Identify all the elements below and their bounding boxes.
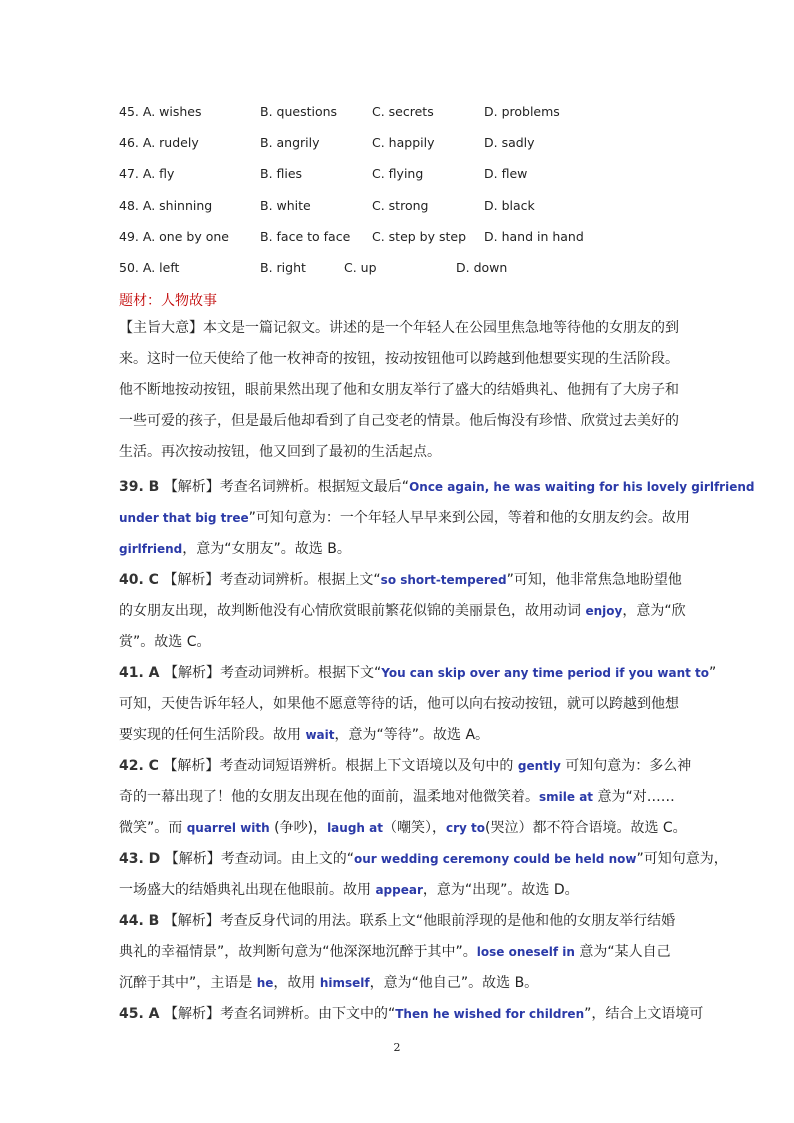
quoted-english: our wedding ceremony could be held now [354, 852, 637, 866]
option-a: A. wishes [142, 104, 202, 119]
question-number: 46. [119, 135, 139, 150]
analysis-text: ”可知，他非常焦急地盼望他 [506, 572, 682, 588]
analysis-text: ，意为“欣 [622, 603, 686, 619]
summary-line: 来。这时一位天使给了他一枚神奇的按钮，按动按钮他可以跨越到他想要实现的生活阶段。 [119, 351, 679, 367]
keyword-english: gently [517, 759, 561, 773]
analysis-text: 奇的一幕出现了！他的女朋友出现在他的面前，温柔地对他微笑着。 [119, 789, 539, 805]
quoted-english: Then he wished for children [395, 1007, 585, 1021]
option-b: B. angrily [260, 135, 320, 150]
analysis-text: 【解析】考查动词辨析。根据下文“ [163, 665, 382, 681]
analysis-text: 典礼的幸福情景”，故判断句意为“他深深地沉醉于其中”。 [119, 944, 477, 960]
keyword-english: he [256, 976, 274, 990]
keyword-english: laugh at [327, 821, 383, 835]
option-c: C. step by step [372, 229, 467, 244]
analysis-text: 的女朋友出现，故判断他没有心情欣赏眼前繁花似锦的美丽景色，故用动词 [119, 603, 586, 619]
analysis-42 [119, 751, 692, 844]
keyword-english: enjoy [585, 604, 623, 618]
question-number: 47. [119, 166, 139, 181]
analysis-text: （嘲笑）， [382, 820, 446, 836]
analysis-text: ”可知句意为：一个年轻人早早来到公园，等着和他的女朋友约会。故用 [248, 510, 690, 526]
option-c: C. flying [372, 166, 424, 181]
keyword-english: quarrel with [186, 821, 270, 835]
analysis-text: 赏”。故选 C。 [119, 634, 211, 650]
option-a: A. left [142, 260, 180, 275]
question-number: 48. [119, 198, 139, 213]
analysis-text: ，意为“女朋友”。故选 B。 [182, 541, 351, 557]
quoted-english: Once again, he was waiting for his lovely girlfriend [409, 480, 755, 494]
analysis-text: 可知句意为：多么神 [560, 758, 692, 774]
option-d: D. problems [484, 104, 560, 119]
option-b: B. white [260, 198, 311, 213]
quoted-english: so short-tempered [380, 573, 507, 587]
keyword-english: cry to [445, 821, 485, 835]
option-a: A. fly [142, 166, 175, 181]
option-b: B. flies [260, 166, 303, 181]
option-d: D. down [456, 260, 508, 275]
analysis-39 [119, 472, 755, 565]
keyword-english: smile at [539, 790, 594, 804]
question-number: 49. [119, 229, 139, 244]
answer-number: 43. D [119, 851, 161, 867]
analysis-text: (哭泣）都不符合语境。故选 C。 [484, 820, 687, 836]
answer-number: 41. A [119, 665, 160, 681]
option-d: D. flew [484, 166, 528, 181]
summary-line: 【主旨大意】本文是一篇记叙文。讲述的是一个年轻人在公园里焦急地等待他的女朋友的到 [119, 320, 679, 336]
answer-number: 45. A [119, 1006, 160, 1022]
analysis-text: ，意为“他自己”。故选 B。 [369, 975, 539, 991]
topic-label: 题材：人物故事 [119, 293, 217, 309]
analysis-43 [119, 844, 728, 906]
analysis-41 [119, 658, 717, 751]
option-c: C. secrets [372, 104, 434, 119]
summary-line: 生活。再次按动按钮，他又回到了最初的生活起点。 [119, 444, 441, 460]
option-b: B. face to face [260, 229, 351, 244]
analysis-text: ”可知句意为， [636, 851, 728, 867]
option-c: C. strong [372, 198, 429, 213]
summary-paragraph [119, 313, 679, 468]
summary-line: 一些可爱的孩子，但是最后他却看到了自己变老的情景。他后悔没有珍惜、欣赏过去美好的 [119, 413, 679, 429]
quoted-english: under that big tree [119, 511, 249, 525]
analysis-text: 可知，天使告诉年轻人，如果他不愿意等待的话，他可以向右按动按钮，就可以跨越到他想 [119, 696, 679, 712]
keyword-english: himself [319, 976, 370, 990]
option-a: A. shinning [142, 198, 213, 213]
analysis-text: 要实现的任何生活阶段。故用 [119, 727, 306, 743]
analysis-text: ”，结合上文语境可 [584, 1006, 704, 1022]
option-b: B. right [260, 260, 306, 275]
analysis-text: 沉醉于其中”，主语是 [119, 975, 257, 991]
analysis-text: ” [709, 665, 717, 681]
analysis-text: 【解析】考查动词辨析。根据上文“ [163, 572, 381, 588]
option-c: C. happily [372, 135, 435, 150]
page-number: 2 [393, 1041, 401, 1054]
option-b: B. questions [260, 104, 338, 119]
analysis-45 [119, 999, 704, 1030]
analysis-text: 【解析】考查动词。由上文的“ [164, 851, 355, 867]
keyword-english: girlfriend [119, 542, 183, 556]
analysis-44 [119, 906, 679, 999]
answer-number: 44. B [119, 913, 160, 929]
question-number: 45. [119, 104, 139, 119]
summary-line: 他不断地按动按钮，眼前果然出现了他和女朋友举行了盛大的结婚典礼、他拥有了大房子和 [119, 382, 679, 398]
answer-number: 40. C [119, 572, 159, 588]
option-d: D. hand in hand [484, 229, 584, 244]
analysis-text: ，意为“等待”。故选 A。 [334, 727, 490, 743]
analysis-text: 意为“某人自己 [574, 944, 671, 960]
question-number: 50. [119, 260, 139, 275]
analysis-text: 【解析】考查动词短语辨析。根据上下文语境以及句中的 [163, 758, 518, 774]
keyword-english: appear [375, 883, 423, 897]
analysis-text: 【解析】考查名词辨析。由下文中的“ [163, 1006, 396, 1022]
analysis-text: 微笑”。而 [119, 820, 187, 836]
keyword-english: lose oneself in [476, 945, 575, 959]
option-a: A. one by one [142, 229, 229, 244]
option-c: C. up [344, 260, 377, 275]
answer-number: 42. C [119, 758, 159, 774]
analysis-text: 一场盛大的结婚典礼出现在他眼前。故用 [119, 882, 376, 898]
analysis-text: (争吵)， [269, 820, 328, 836]
analysis-text: 【解析】考查反身代词的用法。联系上文“他眼前浮现的是他和他的女朋友举行结婚 [163, 913, 676, 929]
analysis-40 [119, 565, 686, 658]
quoted-english: You can skip over any time period if you want to [381, 666, 710, 680]
analysis-text: ，故用 [273, 975, 320, 991]
answer-number: 39. B [119, 479, 160, 495]
analysis-text: 意为“对…… [593, 789, 675, 805]
keyword-english: wait [305, 728, 335, 742]
analysis-text: 【解析】考查名词辨析。根据短文最后“ [163, 479, 410, 495]
option-a: A. rudely [142, 135, 199, 150]
option-d: D. black [484, 198, 535, 213]
option-d: D. sadly [484, 135, 535, 150]
analysis-text: ，意为“出现”。故选 D。 [422, 882, 579, 898]
